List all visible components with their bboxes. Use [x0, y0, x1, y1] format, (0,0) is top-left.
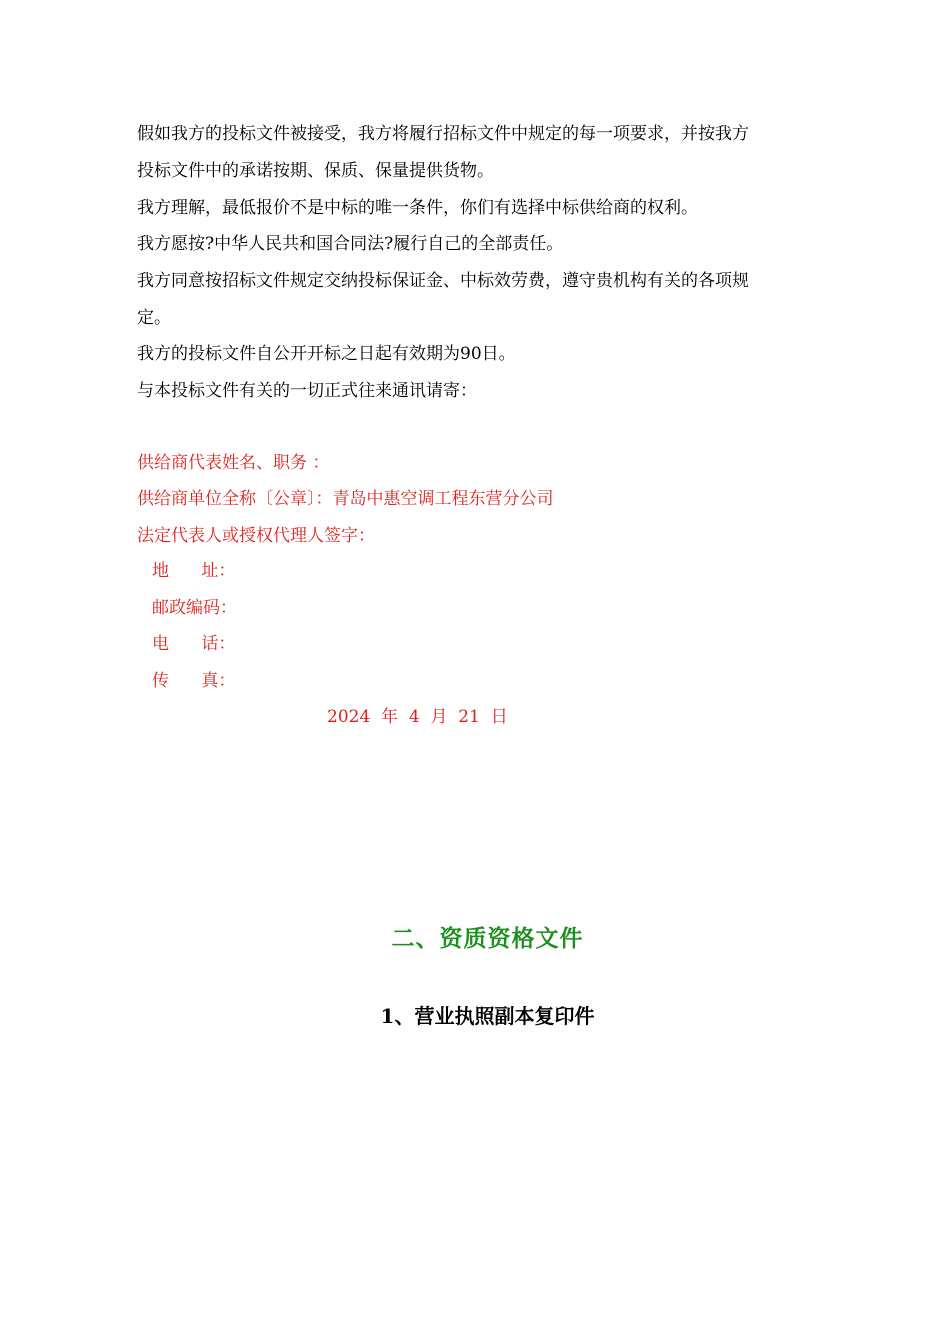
paragraph-lowest-price: 我方理解，最低报价不是中标的唯一条件，你们有选择中标供给商的权利。 [137, 198, 698, 218]
address-label: 地 址： [152, 561, 236, 581]
phone-label: 电 话： [152, 634, 236, 654]
document-date: 2024 年 4 月 21 日 [327, 707, 508, 727]
section-subtitle: 1、营业执照副本复印件 [380, 1004, 595, 1028]
section-title: 二、资质资格文件 [391, 925, 584, 952]
paragraph-validity: 我方的投标文件自公开开标之日起有效期为90日。 [137, 344, 516, 364]
paragraph-deposit-line1: 我方同意按招标文件规定交纳投标保证金、中标效劳费，遵守贵机构有关的各项规 [137, 271, 749, 291]
fax-label: 传 真： [152, 671, 236, 691]
paragraph-acceptance-line1: 假如我方的投标文件被接受，我方将履行招标文件中规定的每一项要求，并按我方 [137, 124, 749, 144]
paragraph-acceptance-line2: 投标文件中的承诺按期、保质、保量提供货物。 [137, 161, 494, 181]
postcode-label: 邮政编码： [152, 598, 237, 618]
supplier-representative-label: 供给商代表姓名、职务 ： [137, 453, 330, 473]
paragraph-correspondence: 与本投标文件有关的一切正式往来通讯请寄： [137, 381, 477, 401]
paragraph-contract-law: 我方愿按?中华人民共和国合同法?履行自己的全部责任。 [137, 234, 564, 254]
paragraph-deposit-line2: 定。 [137, 308, 171, 328]
supplier-company-label: 供给商单位全称〔公章〕：青岛中惠空调工程东营分公司 [137, 489, 554, 509]
legal-representative-label: 法定代表人或授权代理人签字： [137, 526, 375, 546]
